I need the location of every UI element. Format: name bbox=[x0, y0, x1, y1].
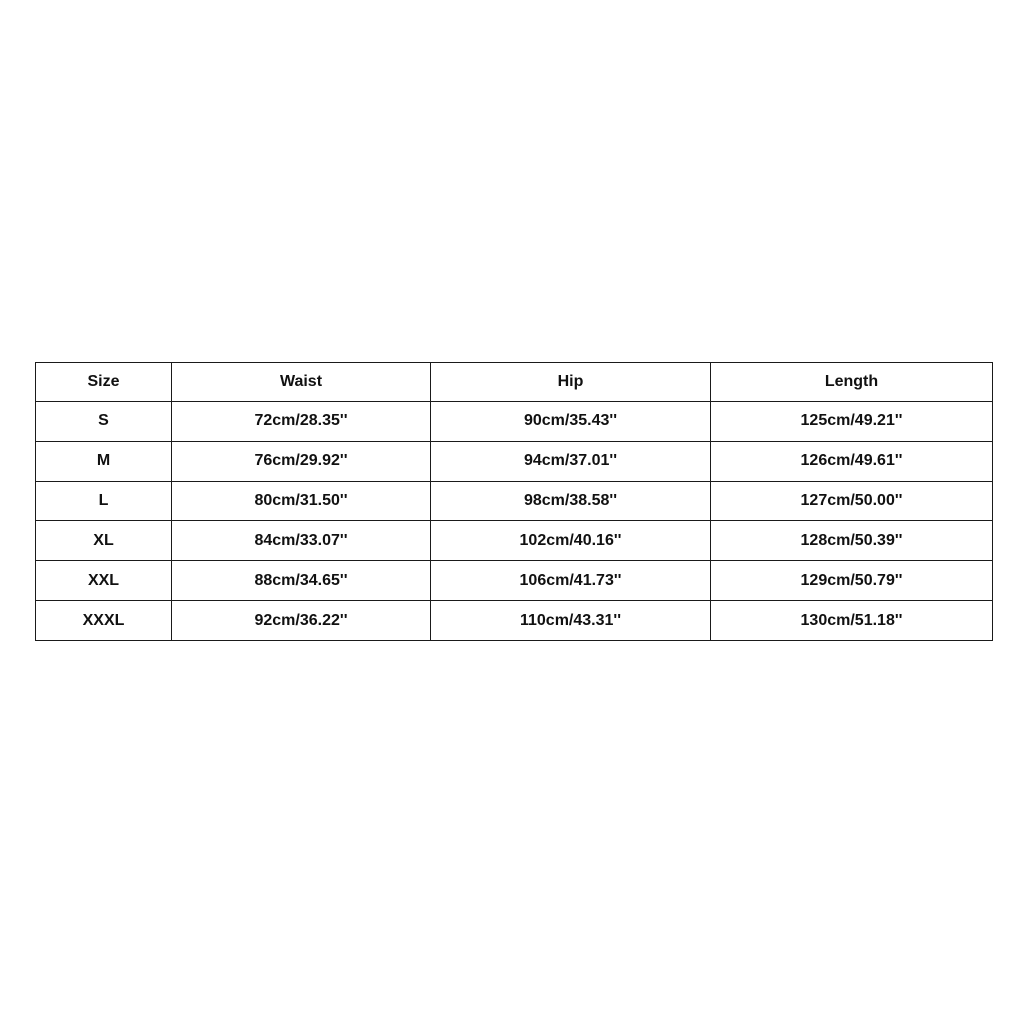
size-chart-table bbox=[35, 362, 993, 641]
table-row bbox=[36, 402, 993, 442]
cell-length: 130cm/51.18'' bbox=[711, 601, 993, 641]
cell-waist: 92cm/36.22'' bbox=[172, 601, 431, 641]
cell-waist: 76cm/29.92'' bbox=[172, 441, 431, 481]
cell-waist: 84cm/33.07'' bbox=[172, 521, 431, 561]
table-row bbox=[36, 441, 993, 481]
cell-size: S bbox=[36, 402, 172, 442]
table-header-row bbox=[36, 363, 993, 402]
cell-size: XXXL bbox=[36, 601, 172, 641]
cell-length: 128cm/50.39'' bbox=[711, 521, 993, 561]
table-row bbox=[36, 601, 993, 641]
table-row bbox=[36, 481, 993, 521]
cell-hip: 98cm/38.58'' bbox=[431, 481, 711, 521]
cell-length: 126cm/49.61'' bbox=[711, 441, 993, 481]
cell-length: 127cm/50.00'' bbox=[711, 481, 993, 521]
cell-hip: 102cm/40.16'' bbox=[431, 521, 711, 561]
cell-hip: 106cm/41.73'' bbox=[431, 561, 711, 601]
header-hip: Hip bbox=[431, 363, 711, 402]
cell-size: L bbox=[36, 481, 172, 521]
table-row bbox=[36, 561, 993, 601]
cell-size: M bbox=[36, 441, 172, 481]
cell-hip: 110cm/43.31'' bbox=[431, 601, 711, 641]
cell-hip: 94cm/37.01'' bbox=[431, 441, 711, 481]
cell-waist: 80cm/31.50'' bbox=[172, 481, 431, 521]
cell-length: 129cm/50.79'' bbox=[711, 561, 993, 601]
header-waist: Waist bbox=[172, 363, 431, 402]
header-size: Size bbox=[36, 363, 172, 402]
cell-size: XXL bbox=[36, 561, 172, 601]
cell-size: XL bbox=[36, 521, 172, 561]
cell-waist: 72cm/28.35'' bbox=[172, 402, 431, 442]
cell-waist: 88cm/34.65'' bbox=[172, 561, 431, 601]
table-row bbox=[36, 521, 993, 561]
cell-length: 125cm/49.21'' bbox=[711, 402, 993, 442]
header-length: Length bbox=[711, 363, 993, 402]
cell-hip: 90cm/35.43'' bbox=[431, 402, 711, 442]
